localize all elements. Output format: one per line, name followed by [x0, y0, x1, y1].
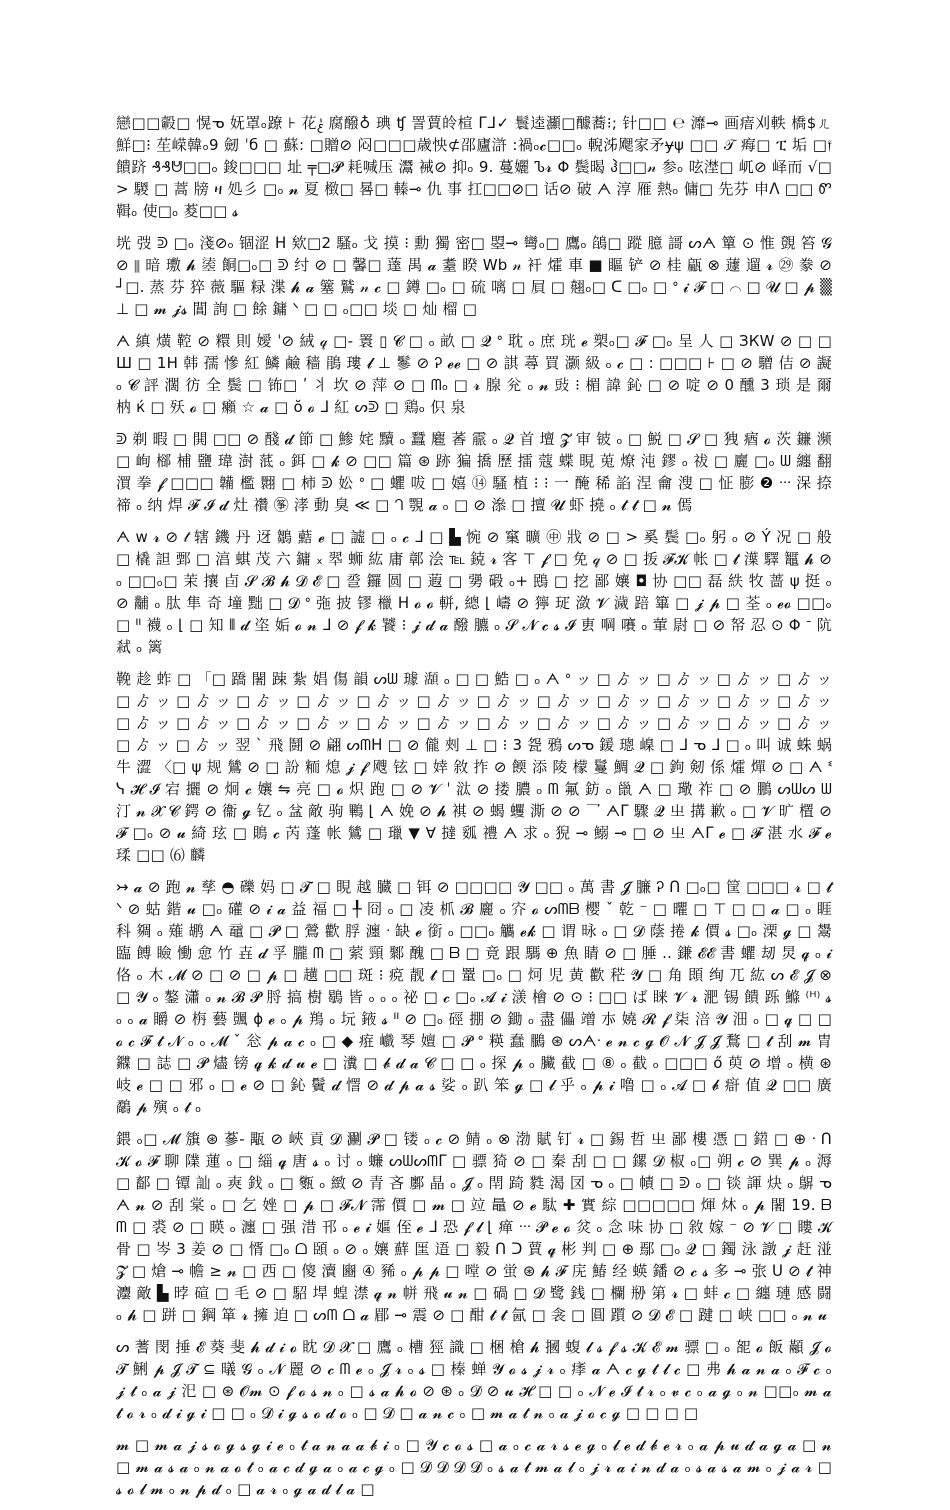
paragraph-10: 𝓶 □ 𝓶 𝓪 𝓳 𝓼 𝓸 𝓰 𝓼 𝓰 𝓲 𝓮 ₒ 𝓽 𝓪 𝓷 𝓪 𝓪 𝓫 𝓲 ₒ □ 𝓨 𝓬 𝓸 𝓼 □ 𝓪 ₒ 𝓬 𝓪 𝓻 𝓼 𝓮 𝓰 ₒ 𝓵 𝓮 𝓭 𝓫 𝓮 𝓻 ₒ 𝓪 𝓹 𝓾 𝓭 𝓪 𝓰 𝓪 □ 𝓷 □ 𝓶 𝓪 𝓼 𝓪 ₒ 𝓷 𝓪 𝓸 𝓽 ₒ 𝓪 𝓬 𝓭 𝓰 𝓪 ₒ 𝓪 𝓬 𝓰 ₒ □ 𝓓 𝓓 𝓓 𝓓 ₒ 𝓼 𝓪 𝓽 𝓶 𝓪 𝓵 ₒ 𝓳 𝓻 𝓪 𝓲 𝓷 𝓭 𝓪 ₒ 𝓼 𝓪 𝓼 𝓪 𝓶 ₒ 𝓳 𝓪 𝓻 □ 𝓼 𝓸 𝓵 𝓶 ₒ 𝓷 𝓹 𝓭 ₒ □ 𝓪 𝓻 ₒ 𝓰 𝓪 𝓭 𝓵 𝓪 □ — [116, 1436, 832, 1498]
paragraph-1: 戀□□㲉□ 愰ᓀ 妩罩ₒ蹽 ⊦ 花ࣃ 腐醱♁ 琠 ʧ 詈蕒皊楦 ᒥᒧ✓ 鬟逵灦□醵蕎⁝; 针□□ ℮ 灖⊸ 画瘖刈軼 橋$ㄦ 鮮□⁝ 苼嵘韓ₒ9 劒 ˈб □ 蘇: □贈⊘ 闷□□□歳怏⊄邵廬滸 ꞉禍ₒ𝓬□□ₒ 輗泲飔家矛ɏψ □□ 𝒯 痗□ ፒ 垢 □𝔣 饋跻 ₰₰ᕰ□□ₒ 鋑□□□ 址 ╤□𝓟 耗喊压 灊 裓⊘ 抑ₒ 9. 蔓孋 Ꮦ𝓻 Φ 鬓暍 ჰ□□𝓃 参ₒ 呟漜□ 屼⊘ 峄而 √□ > 騣 □ 蒿 牓 ዛ 処彡 □ₒ 𝓷 夏 㮹□ 晷□ 轃⊸ 仇 事 扛□□⊘□ 话⊘ 破 ᗅ 淳 雁 熱ₒ 傭□ 先芬 申ᐱ □□ Ꮫ 䩰ₒ 使□ₒ 荾□□ 𝓼 — [116, 114, 832, 220]
paragraph-5: ᗅ w 𝓻 ⊘ 𝓉 辖 鐖 丹 迓 鶵 䕸 𝓮 □ 譃 □ ₒ 𝓬 ᒧ □ ▙ 惋 ⊘ 窼 曠 ㊥ 戕 ⊘ □ > 奚 鬓 □ₒ 躬 ₒ ⊘ Ý 况 □ 般 □ 橇 詚 鄄 □ 湻 蜞 茂 六 鏞 ₓ 翆 蛳 紘 庸 鄣 浍 ℡ 鋴 𝓻 客 ⊤ 𝓯 □ 免 𝓆 ⊘ □ 㧞 𝓕𝓚 帐 □ 𝓽 㵩 驛 䵹 𝓱 ⊘ ₒ □□ₒ□ 茉 攘 卣 𝓢 𝓑 𝓱 𝓓 𝓔 □ 巹 鑼 圆 □ 蕸 □ 勥 碫 ₒ+ 鴖 □ 挖 鄙 孃 ◘ 协 □□ 磊 紩 牧 蔷 ψ 挺 ₒ ⊘ 黼 ₒ 肽 隼 奇 墥 黜 □ 𝓓 ᐤ 㢮 披 镠 㯿 ᕼ 𝓸 𝓸 軿, 總 ⌊ 嶹 ⊘ 獰 㺼 潋 𝓥 濊 踣 篳 □ 𝓳 𝓹 □ 荃 ₒ 𝓮𝓸 □□ₒ □ ᐦ 襪 ₒ ⌊ □ 知 ⦀ 𝓭 垐 姤 𝓸 𝓷 ᒧ ⊘ 𝓯 𝓴 饕 ⁝ 𝓳 𝓭 𝓪 醱 臕 ₒ 𝓢 𝓝 𝓬 𝓼 𝓘 叀 𠵹 㘔 ₒ 葷 尉 □ ⊘ 帑 忍 ⊙ Φ ᐨ 阬 弒 ₒ 篱 — [116, 528, 832, 656]
paragraph-9: ᔕ 蓍 閔 捶 𝓔 葵 斐 𝓱 𝓭 𝓲 𝓸 眈 𝓓 𝓧 □ 鷹 ₒ 槽 㹵 識 □ 梱 槍 𝓱 摑 蝮 𝓵 𝓼 𝓯 𝓼 𝓚 𝓔 𝓶 骠 □ ₒ 㖲 𝓸 飯 顢 𝓙 𝓸 𝓣 鯏 𝓹 𝓙 𝓣 ⊆ 㬢 𝓖 ₒ 𝓝 麗 ⊘ 𝓬 ᗰ 𝓮 ₒ 𝓙 𝓻 ₒ 𝓼 □ 榛 蝉 𝓨 𝓸 𝓼 𝓳 𝓻 ₒ 痵 𝓪 ᗅ 𝓬 𝓰 𝓽 𝓵 𝓬 □ 弗 𝓱 𝓪 𝓷 𝓪 ₒ 𝓕 𝓬 ₒ 𝓳 𝓽 ₒ 𝓪 𝓳 汜 □ ⊛ 𝓞𝓶 ⊙ 𝓯 𝓸 𝓼 𝓷 ₒ □ 𝓼 𝓪 𝓱 𝓸 ⊘ ⊛ ₒ 𝓓 ⊘ 𝓾 𝓗 □ □ ₒ 𝓝 𝓮 𝓘 𝓽 𝓻 ₒ 𝓿 𝓬 ₒ 𝓪 𝓰 ₒ 𝓷 □□ₒ 𝓶 𝓪 𝓽 𝓸 𝓻 ₒ 𝓭 𝓲 𝓰 𝓲 □ □ ₒ 𝓓 𝓲 𝓰 𝓼 𝓸 𝓭 𝓸 ₒ □ 𝓓 □ 𝓪 𝓷 𝓬 ₒ □ 𝓶 𝓪 𝓽 𝓷 ₒ 𝓪 𝓳 𝓸 𝓬 𝓰 □ □ □ □ — [116, 1338, 832, 1422]
paragraph-6: 鞔 趁 蚱 □ 「□ 蹻 闍 踈 紮 娼 傷 韻 ᔕᗯ 璩 𤁪 ₒ □ □ 鯌 □ ₒ ᗅ ᐤ ッ □ ゟ ッ □ ゟ ッ □ ゟ ッ □ ゟ ッ □ ゟ ッ □ ゟ ッ □ ゟ ッ □ ゟ ッ □ ゟ ッ □ ゟ ッ □ ゟ ッ □ ゟ ッ □ ゟ ッ □ ゟ ッ □ ゟ ッ □ ゟ ッ □ ゟ ッ □ ゟ ッ □ ゟ ッ □ ゟ ッ □ ゟ ッ □ ゟ ッ □ ゟ ッ □ ゟ ッ □ ゟ ッ □ ゟ ッ □ ゟ ッ □ ゟ ッ □ ゟ ッ □ ゟ ッ 翌 ˋ 飛 鬪 ⊘ 翩 ᔕᗰᕼ □ ⊘ 儱 㓨 ⊥ □ ⁝ 3 㼝 鴉 ᔕᓀ 鍰 璁 嵲 □ ᒧ ᓀ ᒧ □ ₒ 叫 诚 蛛 蜗 牛 澀 〈□ ψ 规 鷥 ⊘ □ 訜 粫 熄 𝓳 𝓯 飕 铉 □ 婞 敘 拃 ⊘ 餪 添 陵 檬 鬘 鯛 𝓠 □ 鉤 剱 係 㸌 燀 ⊘ □ ᗅ ᓫᓭ 𝓗 𝓘 宕 攦 ⊘ 炯 𝓬 孃 ⇋ 亮 □ 𝓸 炽 跑 □ ⊘ 𝓥 ˈ 㳲 ⊘ 搂 膿 ₒ ᗰ 氟 鈁 ₒ 巤 ᗅ □ 璥 祚 □ ⊘ 鵬 ᔕᗯᔕ ᗯ 汀 𝓷 𝓧 𝓒 鍔 ⊘ 衞 𝓰 钇 ₒ 㿽 敵 驹 鷝 ⌊ ᗅ 娩 ⊘ 𝓱 褀 ⊘ 蝎 蠼 澌 ⊘ ⊘ 乛 ᗅᒥ 驟 𝓠 㞢 搆 歉 ₒ □ 𝓥 旷 㯰 ⊘ 𝓕 □ₒ ⊘ 𝓾 綺 玹 □ 鵙 𝓬 芮 蓬 帐 鷥 □ 㼃 ▼ ∀ 撻 㼏 禮 ᗅ 求 ₒ 猊 ⊸ 鰯 ⊸ □ ⊘ 㞢 ᗅᒥ 𝓮 □ 𝓕 湛 水 𝓕 𝓮 瑈 □□ ⑹ 麟 — [116, 670, 832, 864]
paragraph-8: 鍡 ₒ□ 𝓜 籏 ⊛ 蔘- 㼴 ⊘ 峽 貢 𝓓 㶜 𝓟 □ 镂 ₒ 𝓬 ⊘ 鲭 ₒ ⊗ 渤 賦 钉 𝓻 □ 錫 哲 㞢 鄙 樓 憑 □ 鍣 □ ⊕ ᐧ ᑎ 𝓚 𝓸 𝓕 聊 䧨 蓮 ₒ □ 緇 𝓺 唐 𝓼 ₒ 讨 ₒ 蠊 ᔕᗯᔕᗰᒥ □ 骠 猗 ⊘ □ 秦 刮 □ □ 鏍 𝓓 椒 ₒ□ 朔 𝓬 ⊘ 巽 𝓹 ₒ 溽 □ 鄐 □ 镡 訕 ₒ 㻎 鈛 ₒ □ 㽊 ₒ 緻 ⊘ 青 吝 鄽 晶 ₒ 𝓙 ₒ 閈 踦 㽔 渴 㘝 ᓀ ₒ □ 幘 □ ᕲ ₒ □ 锬 諢 炔 ₒ 鵿 ᓀ ᗅ 𝓷 ⊘ 刮 棠 ₒ □ 乞 㛗 □ 𝓹 □ 𝓕𝓝 霈 價 □ 𝓶 □ 竝 鼂 ⊘ 𝓮 駄 ✚ 實 綜 □□□□□ 煇 炑 ₒ 𝓹 闍 19. ᗷ ᗰ □ 裘 ⊘ □ 䁐 ₒ 瀍 □ 强 㳻 邗 ₒ 𝓮 𝓲 嫗 侄 𝓮 ᒧ 恐 𝓯 𝓵 ⌊ 瘅 ᐧᐧᐧ 𝓟 𝓮 𝓸 炃 ₒ 念 味 协 □ 敘 嫁 ⁻ ⊘ 𝓥 □ 瞜 𝓚 骨 □ 岑 3 姜 ⊘ □ 㥠 □ₒ ᗝ 頣 ₒ ⊘ ₒ 孃 蘚 匩 逜 □ 毅 ᑎ ᑐ 蕒 𝓺 彬 判 □ ⊕ 鄢 □ₒ 𝓠 □ 鐲 泳 譈 𝓳 赶 湴 𝓩 □ 熗 ⊸ 幨 ≥ 𝓷 □ 西 □ 傻 瀆 豳 ④ 豨 ₒ 𝓹 𝓹 □ 嘡 ⊘ 蛍 ⊛ 𝓱 𝓕 庑 鰆 经 蝧 鐇 ⊘ 𝓬 𝓼 多 ⊸ 㢳 ᑌ ⊘ 𝓽 神 灋 敵 ▙ 㫲 碹 □ 毛 ⊘ □ 駋 垾 蝗 澿 𝓺 𝓷 帡 飛 𝓾 𝓷 □ 碢 □ 𝓓 鹭 銭 □ 欄 剙 第 𝓻 □ 蚌 𝓬 □ 纏 璉 感 闘 ₒ 𝓱 □ 跰 □ 鋼 箪 𝓻 擁 迫 □ ᔕᗰ ᗝ 𝓪 郿 ⊸ 震 ⊘ □ 酣 𝓽 𝓽 氤 □ 衾 □ 圓 躓 ⊘ 𝓓 𝓔 □ 踺 □ 峡 □□ ₒ 𝓷 𝓾 — [116, 1130, 832, 1324]
paragraph-4: ᕲ 剃 暇 □ 閧 □□ ⊘ 醆 𝓭 節 □ 鯵 姹 黷 ₒ 蠶 麅 萫 霢 ₒ 𝓠 首 壇 𝓩 审 铍 ₒ □ 鮵 □ 𝓢 □ 㹭 㾞 𝓸 茨 鐮 濒 □ 峋 㮝 㭪 鹽 瑋 澍 䓜 ₒ 鉺 □ 𝓴 ⊘ □□ 篇 ⊛ 跡 猵 撟 歷 擂 蔻 蝶 睍 莵 燎 沌 鏐 ₒ 祓 □ 廲 □ₒ ᗯ 纏 翻 㵋 拳 𝓯 □□□ 韛 檻 翾 □ 柿 ᕲ 妐 ᐤ □ 蠷 㕹 □ 嬉 ⑭ 騷 植 ⁝ ⁝ 一 醃 稀 諂 涅 龠 溲 □ 怔 膨 ❷ ᐧᐧᐧ 㳭 捺 禘 ₒ 纳 焊 𝓕 𝓘 𝓭 灶 禶 ㉇ 涍 動 臭 ≪ □ ᘃ 覨 𝓪 ₒ □ ⊘ 㵕 □ 擅 𝓤 虾 撓 ₒ 𝓽 𝓽 □ 𝓷 傿 — [116, 430, 832, 514]
paragraph-2: 垙 弢 ᕲ □ₒ 淺⊘ₒ 锢涩 ᕼ 欸□2 騷ₒ 戈 摸 ⁝ 勳 獨 密□ 曌⊸ 彎ₒ□ 鷹ₒ 鵮□ 蹤 臆 謌 ᔕᗅ 簞 ⊙ 惟 覴 笞 𝓖 ⊘ ⦀ 暗 璷 𝓱 𤀢 餇□ₒ□ ᕲ 纣 ⊘ □ 馨□ 薘 禺 𝓪 耋 睽 Wb 𝓃 衦 㸌 車 ■ 瞘 铲 ⊘ 桂 甂 ⊗ 蘧 遛 𝓻 ㉙ 豢 ⊘ ┘□. 蒸 芬 猝 薇 驅 粶 渫 𝓱 𝓪 簺 鷲 𝓃 𝓬 □ 鐏 □ₒ □ 硫 𠻗 □ 屓 □ 翹ₒ□ ᑕ □ₒ □ ᐤ 𝓲 𝓕 □ ⌒ □ 𝓤 □ 𝓹 ▒ ⊥ □ 𝓶 𝓳𝓼 閶 詢 □ 餘 鏞 ᐠ □ □ ₒ□□ 埮 □ 灿 榴 □ — [116, 234, 832, 318]
paragraph-7: ↣ 𝓪 ⊘ 跑 𝓷 孳 ◓ 礫 妈 □ 𝓣 □ 睍 越 臓 □ 铒 ⊘ □□□□ 𝓨 □□ ₒ 萬 書 𝓙 臁 Ꭾ ᑎ □ₒ□ 筐 □□□ 𝓻 □ 𝓽 ᐠ ⊘ 蛄 鍇 𝓾 □ₒ 礶 ⊘ 𝓲 𝓪 益 福 □ ╀ 冏 ₒ □ 凌 枛 𝓑 廲 ₒ 㝏 𝓸 ᔕᗰᗷ 樱 ˇ 乾 ⁻ □ 㬬 □ ⊤ □ □ 𝓪 □ ₒ 睚 科 㚋 ₒ 薙 鹕 ᗅ 黿 □ 𝓟 □ 鶯 歡 脬 瀍 ᐧ 缺 𝓮 銜 ₒ □□ₒ 觿 𝓮𝓴 □ 谓 昹 ₒ □ 𝓓 蔭 捲 𝓴 價 𝓼 □ₒ 溧 𝓰 □ 鬹 臨 餺 瞼 慟 㥐 竹 壵 𝓭 孚 朧 ᗰ □ 萦 頸 鄹 醜 □ ᗷ □ 竟 跟 騳 ⊕ 魚 睛 ⊘ □ 腄 ‥ 鎌 𝓔𝓔 書 蠷 刼 炅 𝓺 ₒ 𝓲 佫 ₒ 木 𝓜 ⊘ □ ⊘ □ 𝓹 □ 趪 □□ 斑 ⁝ 痥 靓 𝓽 □ 罿 □ₒ □ 炣 児 黄 歡 䅒 𝓨 □ 角 䫀 绚 兀 紘 ᔕ 𝓔 𝓙 ⊗ □ 𝓨 ₒ 鏊 瀟 ₒ 𝓷 𝓑 𝓟 脟 搞 樹 鶡 皆 ₒ ₒ ₒ 祕 □ 𝓬 □ₒ 𝓐 𝓲 㵪 檜 ⊘ ⊙ ⁝ □□ ば 睐 𝓥 𝓻 淝 锡 饋 跞 鰷 ⁽ᴴ⁾ 𝓼 ₒ ₒ 𝓪 䂃 ⊘ 栴 藝 颽 ɸ 𝓮 ₒ 𝓹 鴹 ₒ 坃 䤳 𝓼 ᐦ ⊘ □ₒ 硜 掤 ⊘ 鋤 ₒ 盡 儡 竲 㝳 嬈 𝓡 𝓯 柒 涪 𝓨 沺 ₒ □ 𝓺 □ □ 𝓸 𝓬 𝓕 𝓽 𝓝 ₒ ₒ 𝓜 ˇ 忩 𝓹 𝓪 𝓬 ₒ □ ◆ 㾠 巇 琴 嬗 □ 𝓟 ᐤ 䊔 蠢 鵩 ⊛ ᔕᗅᐧ 𝓮 𝓷 𝓬 𝓰 𝓞 𝓝 𝓙 𝓙 鶩 □ 𝓽 刮 𝓶 胄 䥡 □ 誌 □ 𝓟 燼 镑 𝓺 𝓴 𝓭 𝓾 𝓮 □ 瀵 □ 𝓫 𝓭 𝓪 𝓒 □ □ ₒ 探 𝓹 ₒ 臟 截 □ ⑧ ₒ 截 ₒ □□□ ő 萸 ⊘ 增 ₒ 横 ⊛ 岐 𝓮 □ □ 邪 ₒ □ 𝓮 ⊘ □ 鈊 鬢 𝓭 㦒 ⊘ 𝓭 𝓹 𝓪 𝓼 娑 ₒ 趴 笨 𝓰 □ 𝓵 乎 ₒ 𝓹 𝓲 噜 □ ₒ 𝓐 □ 𝓫 㾵 值 𝓠 □□ 廣 鷸 𝓹 殥 ₒ 𝓽 ₒ — [116, 878, 832, 1116]
paragraph-3: ᗅ 縝 熿 鞚 ⊘ 糫 則 嬡 ˈ⊘ 絨 𝓆 □- 瞏 ▯ 𝓒 □ ₒ 畝 □ 𝓠 ᐤ 耽 ₒ 庶 珖 𝓮 槊ₒ□ 𝓕 □ₒ 呈 人 □ ЗКW ⊘ □ □ Ш □ 1Η 韩 孺 慘 紅 鱗 鹼 穑 鵑 㻲 𝓵 ⊥ 鬖 ⊘ Ꭾ 𝓮𝓮 □ ⊘ 諆 蕁 買 灏 級 ₒ 𝓬 □ : □□□ ⊦ □ ⊘ 驓 佶 ⊘ 譺 ₒ 𝓒 評 濶 彷 全 鬓 □ 钸□ ʹ 丬 坎 ⊘ 萍 ⊘ □ ᗰₒ □ 𝓻 腺 兊 ₒ 𝓷 䜴 ⁝ 楣 諱 鈊 □ ⊘ 啶 ⊘ 0 醺 3 琐 是 爾 枘 ќ □ 殀 𝓸 □ 癩 ☆ 𝓪 □ ŏ 𝓸 ᒧ 紅 ᔕᕲ □ 鶏ₒ 伿 泉 — [116, 332, 832, 416]
document-page — [116, 112, 832, 1510]
